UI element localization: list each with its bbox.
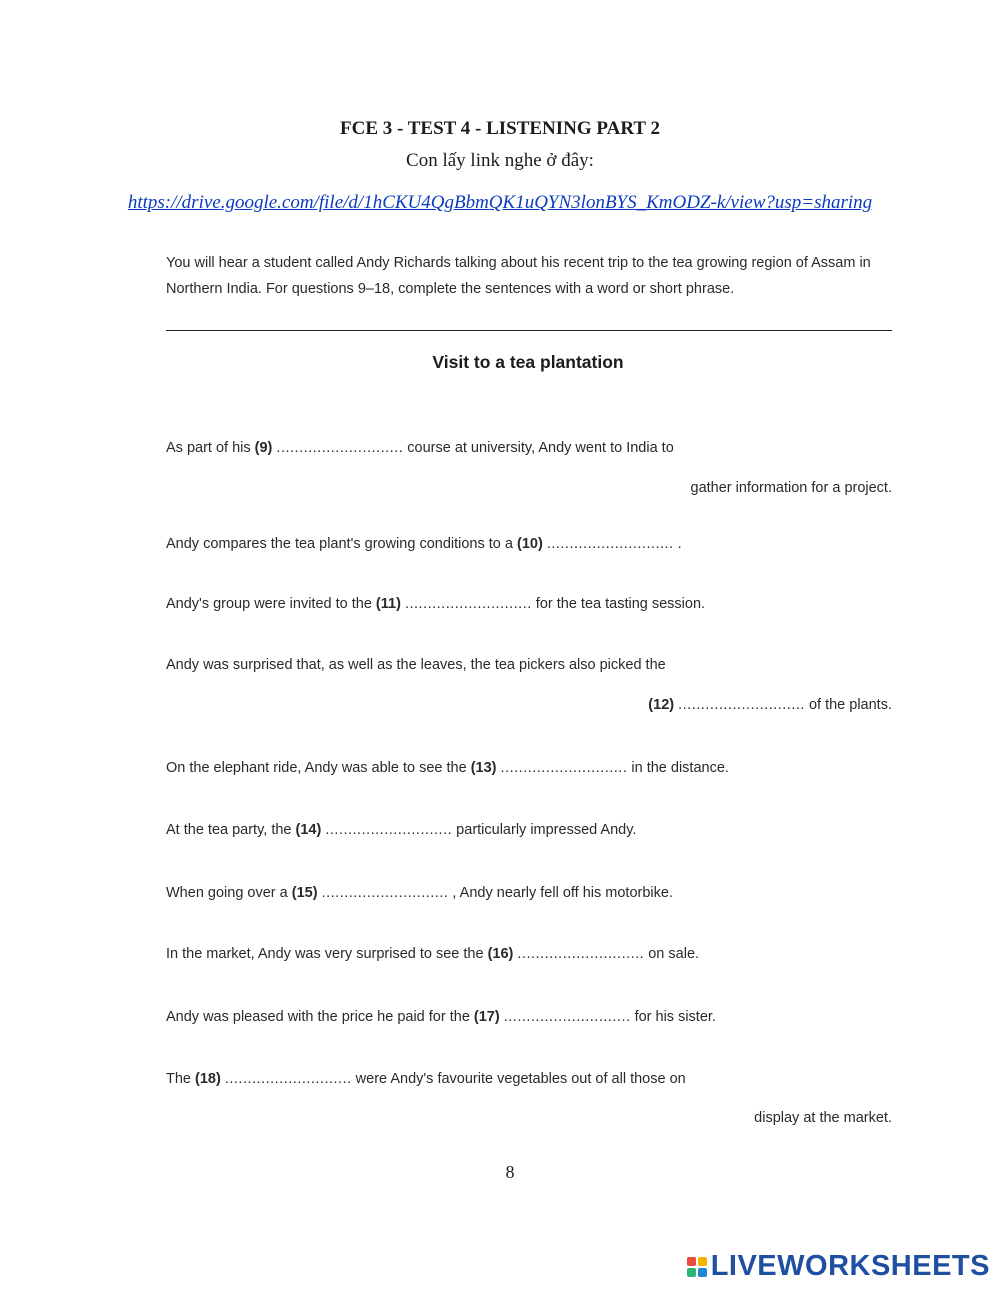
brand-logo-icon	[687, 1257, 707, 1277]
question-12: Andy was surprised that, as well as the leaves, the tea pickers also picked the	[166, 657, 666, 673]
question-number: (12)	[648, 697, 675, 713]
answer-blank[interactable]: ............................	[500, 760, 628, 776]
question-number: (18)	[195, 1071, 221, 1087]
answer-blank[interactable]: ............................	[321, 885, 449, 901]
page-number: 8	[505, 1162, 515, 1182]
answer-blank[interactable]: ............................	[325, 822, 453, 838]
question-9: As part of his (9) ............................ course at university, Andy went to India to	[166, 440, 674, 456]
document-title: FCE 3 - TEST 4 - LISTENING PART 2	[340, 118, 660, 139]
question-16: In the market, Andy was very surprised to see the (16) ............................ on sale.	[166, 946, 700, 962]
answer-blank[interactable]: ............................	[678, 697, 805, 713]
question-number: (15)	[291, 885, 318, 901]
answer-blank[interactable]: ............................	[546, 536, 674, 552]
instructions-text: You will hear a student called Andy Richards talking about his recent trip to the tea growing region of Assam in Northern India. For questions 9–18, complete the sentences with a word or short phrase.	[166, 255, 871, 297]
answer-blank[interactable]: ............................	[404, 596, 532, 612]
question-9-continuation: gather information for a project.	[690, 480, 892, 496]
question-17: Andy was pleased with the price he paid for the (17) ............................ for his sister.	[166, 1009, 716, 1025]
audio-link[interactable]: https://drive.google.com/file/d/1hCKU4QgBbmQK1uQYN3lonBYS_KmODZ-k/view?usp=sharing	[127, 192, 873, 213]
answer-blank[interactable]: ............................	[517, 946, 645, 962]
question-number: (17)	[473, 1009, 500, 1025]
question-number: (14)	[295, 822, 322, 838]
question-number: (11)	[375, 596, 401, 612]
question-12-continuation: (12) ............................ of the plants.	[648, 697, 892, 713]
question-number: (9)	[254, 440, 273, 456]
divider	[166, 330, 892, 331]
question-13: On the elephant ride, Andy was able to see the (13) ............................ in the distance.	[166, 760, 729, 776]
question-14: At the tea party, the (14) ............................ particularly impressed Andy.	[166, 822, 637, 838]
question-15: When going over a (15) ............................ , Andy nearly fell off his motorbike.	[166, 885, 673, 901]
question-number: (16)	[487, 946, 514, 962]
question-10: Andy compares the tea plant's growing conditions to a (10) ............................ .	[166, 536, 682, 552]
answer-blank[interactable]: ............................	[224, 1071, 352, 1087]
question-number: (13)	[470, 760, 497, 776]
question-18-continuation: display at the market.	[754, 1110, 892, 1126]
answer-blank[interactable]: ............................	[503, 1009, 631, 1025]
document-subtitle: Con lấy link nghe ở đây:	[406, 150, 594, 171]
question-number: (10)	[516, 536, 543, 552]
question-18: The (18) ............................ were Andy's favourite vegetables out of all those on	[166, 1071, 686, 1087]
brand-name: LIVEWORKSHEETS	[710, 1250, 990, 1282]
answer-blank[interactable]: ............................	[276, 440, 404, 456]
brand-logo	[687, 1250, 990, 1283]
question-11: Andy's group were invited to the (11) ............................ for the tea tasting session.	[166, 596, 706, 612]
section-title: Visit to a tea plantation	[432, 352, 624, 372]
